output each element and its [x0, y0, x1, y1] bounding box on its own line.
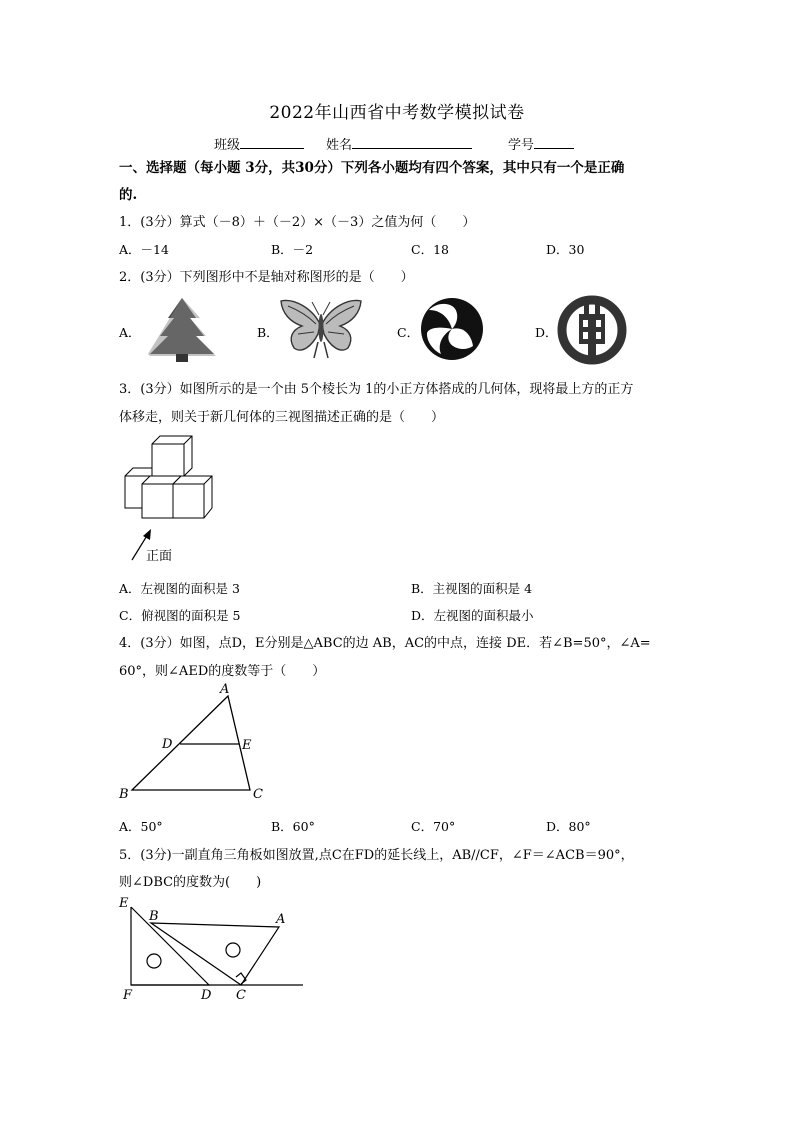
q1-option-c[interactable]: C．18 — [411, 242, 449, 257]
label-d: D — [162, 737, 173, 752]
section-heading-line1: 一、选择题（每小题 3分，共30分）下列各小题均有四个答案，其中只有一个是正确 — [119, 160, 625, 176]
q1-option-a[interactable]: A．－14 — [119, 242, 169, 257]
q4-option-a[interactable]: A．50° — [119, 819, 163, 834]
tree-icon — [144, 296, 220, 362]
label-a: A — [276, 912, 286, 927]
bank-logo-icon — [556, 294, 628, 366]
q2-stem: 2．(3分）下列图形中不是轴对称图形的是（ ） — [119, 270, 414, 285]
q3-option-c[interactable]: C．俯视图的面积是 5 — [119, 608, 241, 623]
class-label: 班级 — [214, 138, 241, 153]
student-id-field[interactable] — [508, 134, 574, 153]
label-e: E — [119, 896, 129, 911]
q3-option-a[interactable]: A．左视图的面积是 3 — [119, 581, 240, 596]
q2-option-c[interactable]: C． — [397, 325, 420, 340]
triangle-bca — [151, 923, 279, 985]
class-field[interactable] — [214, 134, 304, 153]
q4-option-c[interactable]: C．70° — [411, 819, 456, 834]
triangle-efd — [131, 907, 209, 985]
q4-stem-line1: 4．(3分）如图，点D，E分别是△ABC的边 AB，AC的中点，连接 DE．若∠B=50°，∠A= — [119, 636, 651, 651]
student-id-label: 学号 — [508, 138, 535, 153]
student-id-blank[interactable] — [534, 135, 574, 149]
q2-option-b[interactable]: B． — [257, 325, 279, 340]
class-blank[interactable] — [240, 135, 304, 149]
front-view-label: 正面 — [146, 549, 173, 564]
q1-option-b[interactable]: B．－2 — [271, 242, 314, 257]
page-title: 2022年山西省中考数学模拟试卷 — [269, 103, 525, 123]
q1-option-d[interactable]: D．30 — [546, 242, 585, 257]
q2-option-d[interactable]: D． — [535, 325, 558, 340]
label-e: E — [242, 738, 252, 753]
butterfly-icon — [278, 298, 364, 360]
q4-stem-line2: 60°，则∠AED的度数等于（ ） — [119, 664, 326, 679]
cube-figure — [120, 432, 220, 567]
label-c: C — [253, 787, 263, 802]
q3-stem-line1: 3．(3分）如图所示的是一个由 5个棱长为 1的小正方体搭成的几何体，现将最上方的正方 — [119, 382, 634, 397]
q4-option-b[interactable]: B．60° — [271, 819, 315, 834]
label-b: B — [149, 909, 159, 924]
q1-stem: 1．(3分）算式（－8）＋（－2）×（－3）之值为何（ ） — [119, 215, 476, 230]
q4-option-d[interactable]: D．80° — [546, 819, 591, 834]
label-d: D — [201, 988, 212, 1003]
name-field[interactable] — [326, 134, 472, 153]
q3-option-d[interactable]: D．左视图的面积最小 — [411, 608, 534, 623]
section-heading-line2: 的. — [119, 187, 138, 203]
q5-stem-line1: 5．(3分)一副直角三角板如图放置,点C在FD的延长线上，AB//CF，∠F＝∠ACB＝90°， — [119, 848, 634, 863]
q5-stem-line2: 则∠DBC的度数为( ) — [119, 875, 262, 890]
q3-option-b[interactable]: B．主视图的面积是 4 — [411, 581, 533, 596]
name-label: 姓名 — [326, 138, 353, 153]
label-b: B — [119, 787, 129, 802]
name-blank[interactable] — [352, 135, 472, 149]
q3-stem-line2: 体移走，则关于新几何体的三视图描述正确的是（ ） — [119, 410, 445, 425]
label-f: F — [123, 988, 133, 1003]
set-square-figure — [115, 895, 310, 1005]
label-c: C — [236, 988, 246, 1003]
triangle-abc — [132, 696, 250, 790]
q2-option-a[interactable]: A． — [119, 325, 141, 340]
swirl-circle-icon — [419, 296, 485, 362]
triangle-figure — [110, 680, 270, 805]
label-a: A — [220, 682, 230, 697]
